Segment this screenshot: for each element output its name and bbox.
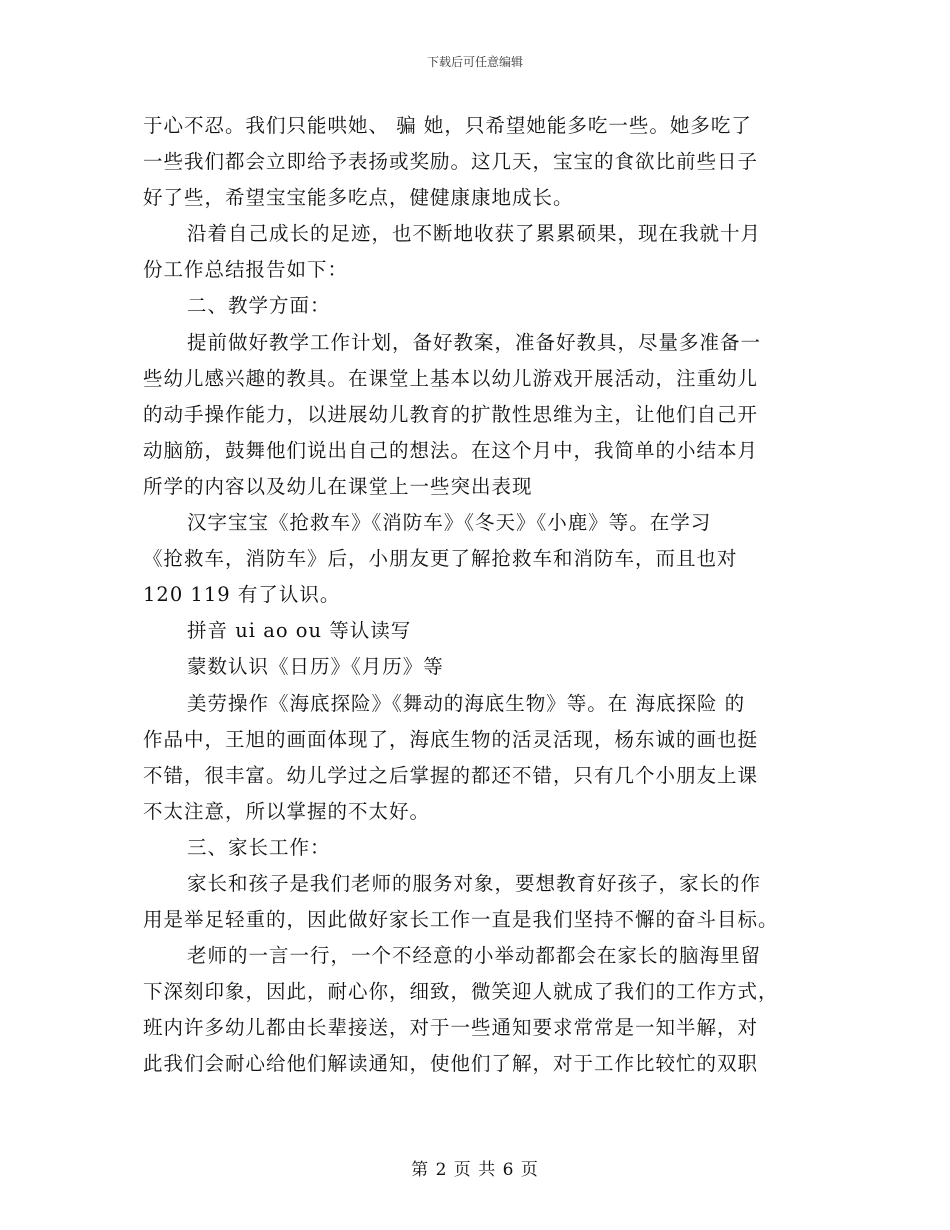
text-line: 汉字宝宝《抢救车》《消防车》《冬天》《小鹿》等。在学习 bbox=[187, 511, 712, 535]
text-line: 用是举足轻重的，因此做好家长工作一直是我们坚持不懈的奋斗目标。 bbox=[143, 908, 779, 932]
text-line: 的动手操作能力，以进展幼儿教育的扩散性思维为主，让他们自己开 bbox=[143, 402, 759, 426]
text-line: 不太注意，所以掌握的不太好。 bbox=[143, 799, 431, 823]
text-line: 提前做好教学工作计划，备好教案，准备好教具，尽量多准备一 bbox=[187, 330, 762, 354]
text-line: 好了些，希望宝宝能多吃点，健健康康地成长。 bbox=[143, 186, 574, 210]
text-line: 老师的一言一行，一个不经意的小举动都都会在家长的脑海里留 bbox=[187, 944, 762, 968]
text-line: 于心不忍。我们只能哄她、 骗 她，只希望她能多吃一些。她多吃了 bbox=[143, 114, 752, 137]
text-line: 家长和孩子是我们老师的服务对象，要想教育好孩子，家长的作 bbox=[187, 871, 762, 895]
text-line: 三、家长工作： bbox=[187, 835, 331, 859]
text-line: 沿着自己成长的足迹，也不断地收获了累累硕果，现在我就十月 bbox=[187, 222, 762, 246]
text-line: 份工作总结报告如下： bbox=[143, 258, 349, 282]
page-footer: 第 2 页 共 6 页 bbox=[411, 1160, 539, 1180]
body-text bbox=[143, 108, 803, 1083]
text-line: 蒙数认识《日历》《月历》等 bbox=[187, 655, 444, 679]
text-line: 美劳操作《海底探险》《舞动的海底生物》等。在 海底探险 的 bbox=[187, 691, 746, 715]
text-line: 二、教学方面： bbox=[187, 294, 331, 318]
text-line: 不错，很丰富。幼儿学过之后掌握的都还不错，只有几个小朋友上课 bbox=[143, 763, 759, 787]
text-line: 拼音 ui ao ou 等认读写 bbox=[187, 619, 412, 643]
text-line: 《抢救车，消防车》后，小朋友更了解抢救车和消防车，而且也对 bbox=[143, 547, 738, 571]
text-line: 所学的内容以及幼儿在课堂上一些突出表现 bbox=[143, 474, 533, 498]
text-line: 动脑筋，鼓舞他们说出自己的想法。在这个月中，我简单的小结本月 bbox=[143, 438, 759, 462]
text-line: 120 119 有了认识。 bbox=[143, 583, 341, 607]
text-line: 下深刻印象，因此，耐心你，细致，微笑迎人就成了我们的工作方式， bbox=[143, 980, 779, 1004]
text-line: 一些我们都会立即给予表扬或奖励。这几天，宝宝的食欲比前些日子 bbox=[143, 150, 759, 174]
text-line: 班内许多幼儿都由长辈接送，对于一些通知要求常常是一知半解，对 bbox=[143, 1016, 759, 1040]
text-line: 作品中，王旭的画面体现了，海底生物的活灵活现，杨东诚的画也挺 bbox=[143, 727, 759, 751]
text-line: 些幼儿感兴趣的教具。在课堂上基本以幼儿游戏开展活动，注重幼儿 bbox=[143, 366, 759, 390]
text-line: 此我们会耐心给他们解读通知，使他们了解，对于工作比较忙的双职 bbox=[143, 1052, 759, 1076]
page-header: 下载后可任意编辑 bbox=[426, 55, 523, 69]
